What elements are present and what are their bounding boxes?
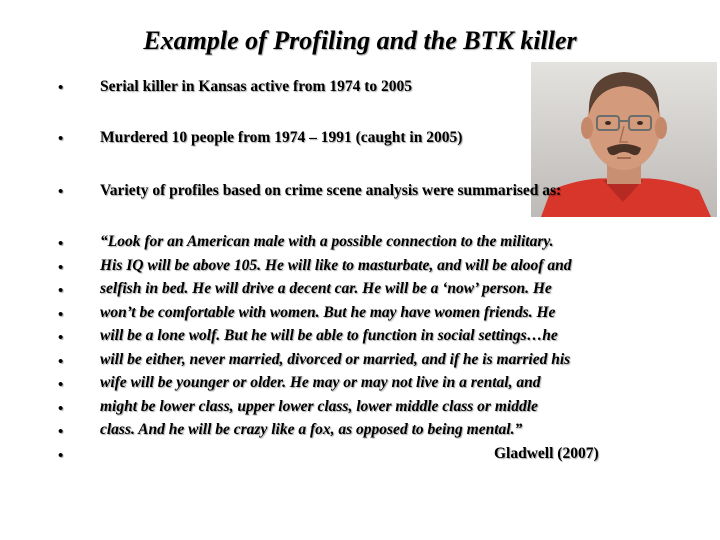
quote-line: will be either, never married, divorced or married, and if he is married his (100, 351, 571, 368)
quote-line: will be a lone wolf. But he will be able to function in social settings…he (100, 327, 558, 344)
citation: Gladwell (2007) (494, 445, 599, 462)
bullet-marker: • (58, 330, 64, 346)
bullet-marker: • (58, 424, 64, 440)
quote-line: selfish in bed. He will drive a decent car. He will be a ‘now’ person. He (100, 280, 552, 297)
bullet-marker: • (58, 283, 64, 299)
bullet-marker: • (58, 184, 64, 200)
bullet-marker: • (58, 377, 64, 393)
bullet-marker: • (58, 307, 64, 323)
bullet-text: Variety of profiles based on crime scene analysis were summarised as: (100, 182, 562, 199)
bullet-marker: • (58, 260, 64, 276)
quote-line: class. And he will be crazy like a fox, as opposed to being mental.” (100, 421, 523, 438)
bullet-marker: • (58, 401, 64, 417)
quote-line: might be lower class, upper lower class, lower middle class or middle (100, 398, 538, 415)
quote-line: His IQ will be above 105. He will like to masturbate, and will be aloof and (100, 257, 572, 274)
bullet-marker: • (58, 80, 64, 96)
bullet-marker: • (58, 448, 64, 464)
quote-line: won’t be comfortable with women. But he may have women friends. He (100, 304, 556, 321)
bullet-text: Murdered 10 people from 1974 – 1991 (caught in 2005) (100, 129, 463, 146)
quote-line: wife will be younger or older. He may or may not live in a rental, and (100, 374, 541, 391)
slide-title: Example of Profiling and the BTK killer (143, 26, 577, 55)
bullet-marker: • (58, 131, 64, 147)
bullet-marker: • (58, 354, 64, 370)
bullet-text: Serial killer in Kansas active from 1974 to 2005 (100, 78, 412, 95)
quote-line: “Look for an American male with a possible connection to the military. (100, 233, 554, 250)
bullet-marker: • (58, 236, 64, 252)
